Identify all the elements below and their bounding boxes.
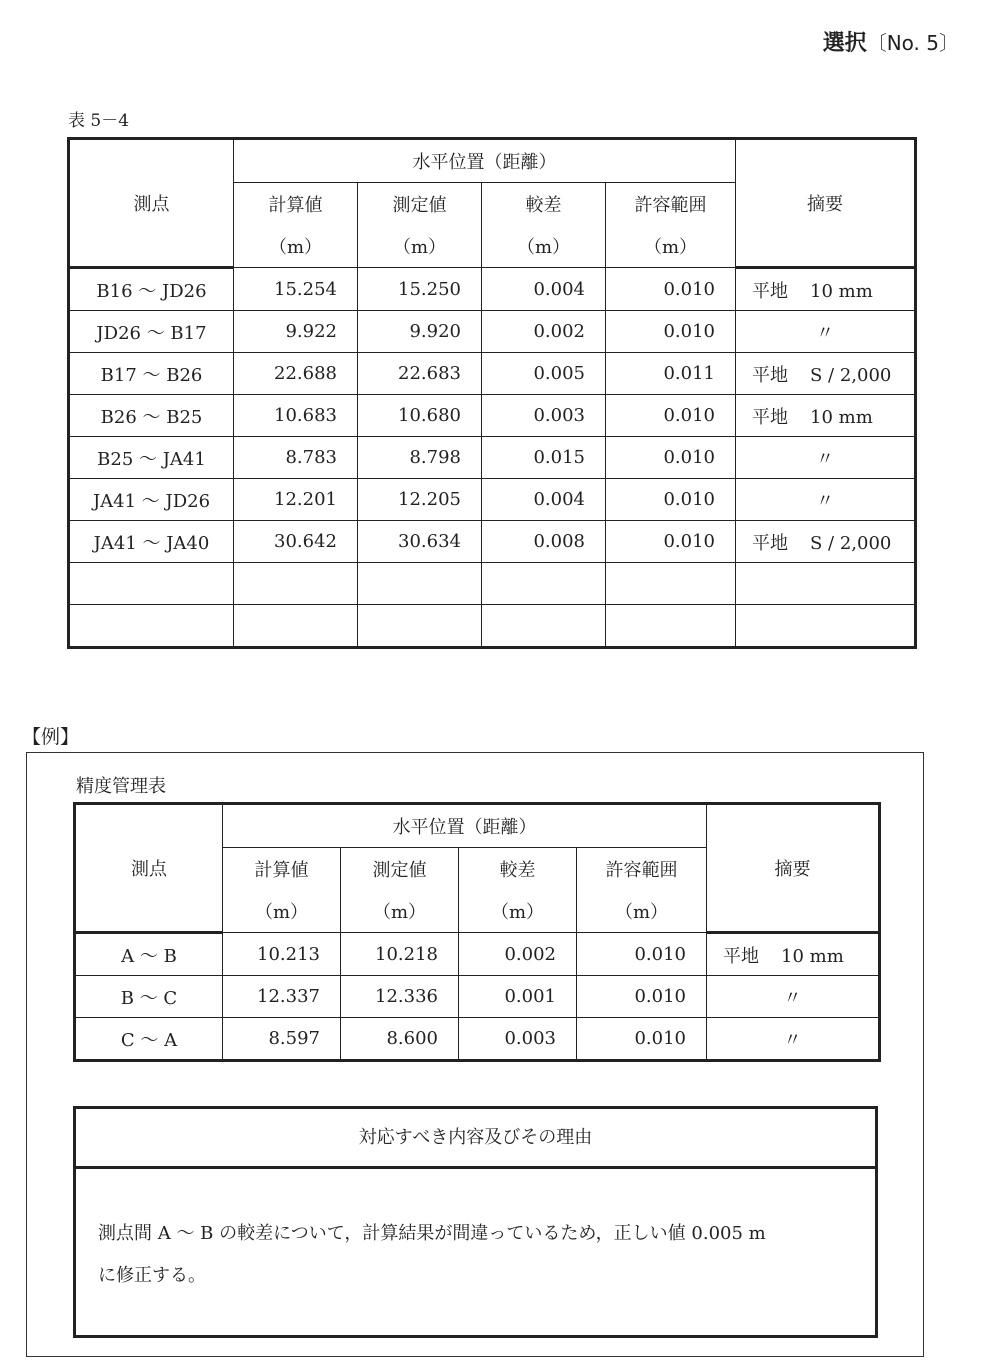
tol-cell — [606, 605, 736, 648]
tol-cell: 0.011 — [606, 353, 736, 395]
table-row — [69, 605, 916, 648]
header-unit: （m） — [358, 225, 482, 268]
table-row — [69, 437, 916, 479]
remarks-cell — [736, 437, 916, 479]
table-row — [69, 311, 916, 353]
ditto-mark: 〃 — [816, 322, 834, 344]
diff-cell: 0.003 — [482, 395, 606, 437]
header-remarks: 摘要 — [736, 139, 916, 268]
question-number — [823, 26, 959, 57]
diff-cell — [482, 563, 606, 605]
table-row — [69, 268, 916, 311]
point-cell: B16 ～ JD26 — [69, 268, 234, 311]
table-row — [69, 563, 916, 605]
number-label: 〔No. 5〕 — [866, 31, 959, 55]
calc-cell: 15.254 — [234, 268, 358, 311]
diff-cell — [482, 605, 606, 648]
diff-cell: 0.008 — [482, 521, 606, 563]
tolerance-label: 10 mm — [781, 945, 844, 967]
point-cell: B ～ C — [75, 976, 223, 1018]
terrain-label: 平地 — [723, 945, 759, 967]
remarks-cell — [707, 933, 880, 976]
header-point: 測点 — [75, 804, 223, 933]
selection-label: 選択 — [822, 31, 867, 56]
tol-cell: 0.010 — [606, 395, 736, 437]
meas-cell: 10.218 — [341, 933, 459, 976]
ditto-mark: 〃 — [783, 987, 802, 1009]
tol-cell: 0.010 — [577, 933, 707, 976]
table-row — [75, 933, 880, 976]
header-diff: 較差 — [482, 183, 606, 226]
diff-cell: 0.002 — [482, 311, 606, 353]
calc-cell — [234, 563, 358, 605]
remarks-cell — [736, 353, 916, 395]
tol-cell: 0.010 — [577, 1018, 707, 1061]
table-row — [69, 353, 916, 395]
meas-cell: 12.205 — [358, 479, 482, 521]
remarks-cell — [736, 563, 916, 605]
diff-cell: 0.001 — [459, 976, 577, 1018]
table-title: 表 5－4 — [68, 111, 130, 131]
tol-cell: 0.010 — [606, 521, 736, 563]
remarks-cell — [707, 976, 880, 1018]
calc-cell: 8.597 — [223, 1018, 341, 1061]
reason-line: 測点間 A ～ B の較差について，計算結果が間違っているため，正しい値 0.005 m — [98, 1223, 766, 1244]
point-cell: JA41 ～ JA40 — [69, 521, 234, 563]
meas-cell: 15.250 — [358, 268, 482, 311]
header-remarks: 摘要 — [707, 804, 880, 933]
remarks-cell — [736, 605, 916, 648]
calc-cell — [234, 605, 358, 648]
point-cell: A ～ B — [75, 933, 223, 976]
header-horizontal: 水平位置（距離） — [223, 804, 707, 848]
header-horizontal: 水平位置（距離） — [234, 139, 736, 183]
header-unit: （m） — [606, 225, 736, 268]
example-label: 【例】 — [22, 726, 80, 748]
header-tol: 許容範囲 — [606, 183, 736, 226]
point-cell: JD26 ～ B17 — [69, 311, 234, 353]
table-row — [69, 479, 916, 521]
remarks-cell — [707, 1018, 880, 1061]
calc-cell: 9.922 — [234, 311, 358, 353]
header-unit: （m） — [482, 225, 606, 268]
meas-cell — [358, 563, 482, 605]
tolerance-label: S / 2,000 — [810, 364, 892, 386]
table-row — [69, 521, 916, 563]
ditto-mark: 〃 — [816, 490, 834, 512]
remarks-cell — [736, 268, 916, 311]
header-unit: （m） — [234, 225, 358, 268]
point-cell: JA41 ～ JD26 — [69, 479, 234, 521]
tolerance-label: 10 mm — [810, 280, 873, 302]
meas-cell: 8.798 — [358, 437, 482, 479]
header-unit: （m） — [459, 890, 577, 933]
table-row — [75, 1018, 880, 1061]
tol-cell: 0.010 — [606, 268, 736, 311]
calc-cell: 12.337 — [223, 976, 341, 1018]
tolerance-label: S / 2,000 — [810, 532, 892, 554]
calc-cell: 22.688 — [234, 353, 358, 395]
calc-cell: 8.783 — [234, 437, 358, 479]
tol-cell: 0.010 — [606, 479, 736, 521]
tol-cell: 0.010 — [606, 311, 736, 353]
terrain-label: 平地 — [752, 406, 788, 428]
header-calc: 計算値 — [234, 183, 358, 226]
point-cell — [69, 563, 234, 605]
diff-cell: 0.002 — [459, 933, 577, 976]
header-calc: 計算値 — [223, 848, 341, 891]
header-point: 測点 — [69, 139, 234, 268]
point-cell: B17 ～ B26 — [69, 353, 234, 395]
terrain-label: 平地 — [752, 280, 788, 302]
diff-cell: 0.004 — [482, 479, 606, 521]
header-meas: 測定値 — [341, 848, 459, 891]
point-cell: B26 ～ B25 — [69, 395, 234, 437]
table-row — [69, 395, 916, 437]
reason-heading: 対応すべき内容及びその理由 — [76, 1109, 875, 1169]
reason-body — [76, 1169, 875, 1297]
header-meas: 測定値 — [358, 183, 482, 226]
meas-cell: 30.634 — [358, 521, 482, 563]
tolerance-label: 10 mm — [810, 406, 873, 428]
calc-cell: 12.201 — [234, 479, 358, 521]
calc-cell: 10.213 — [223, 933, 341, 976]
example-table — [73, 802, 881, 1062]
point-cell: B25 ～ JA41 — [69, 437, 234, 479]
terrain-label: 平地 — [752, 364, 788, 386]
example-title: 精度管理表 — [76, 776, 166, 797]
remarks-cell — [736, 311, 916, 353]
header-tol: 許容範囲 — [577, 848, 707, 891]
diff-cell: 0.003 — [459, 1018, 577, 1061]
point-cell — [69, 605, 234, 648]
remarks-cell — [736, 521, 916, 563]
diff-cell: 0.005 — [482, 353, 606, 395]
meas-cell: 10.680 — [358, 395, 482, 437]
meas-cell — [358, 605, 482, 648]
meas-cell: 9.920 — [358, 311, 482, 353]
point-cell: C ～ A — [75, 1018, 223, 1061]
calc-cell: 30.642 — [234, 521, 358, 563]
tol-cell: 0.010 — [606, 437, 736, 479]
header-unit: （m） — [577, 890, 707, 933]
meas-cell: 22.683 — [358, 353, 482, 395]
diff-cell: 0.004 — [482, 268, 606, 311]
header-diff: 較差 — [459, 848, 577, 891]
diff-cell: 0.015 — [482, 437, 606, 479]
header-unit: （m） — [341, 890, 459, 933]
header-unit: （m） — [223, 890, 341, 933]
remarks-cell — [736, 395, 916, 437]
main-table — [67, 137, 917, 649]
calc-cell: 10.683 — [234, 395, 358, 437]
table-row — [75, 976, 880, 1018]
ditto-mark: 〃 — [816, 448, 834, 470]
terrain-label: 平地 — [752, 532, 788, 554]
meas-cell: 8.600 — [341, 1018, 459, 1061]
tol-cell: 0.010 — [577, 976, 707, 1018]
meas-cell: 12.336 — [341, 976, 459, 1018]
ditto-mark: 〃 — [783, 1029, 802, 1051]
reason-box — [73, 1106, 878, 1338]
tol-cell — [606, 563, 736, 605]
reason-line: に修正する。 — [98, 1265, 206, 1286]
remarks-cell — [736, 479, 916, 521]
